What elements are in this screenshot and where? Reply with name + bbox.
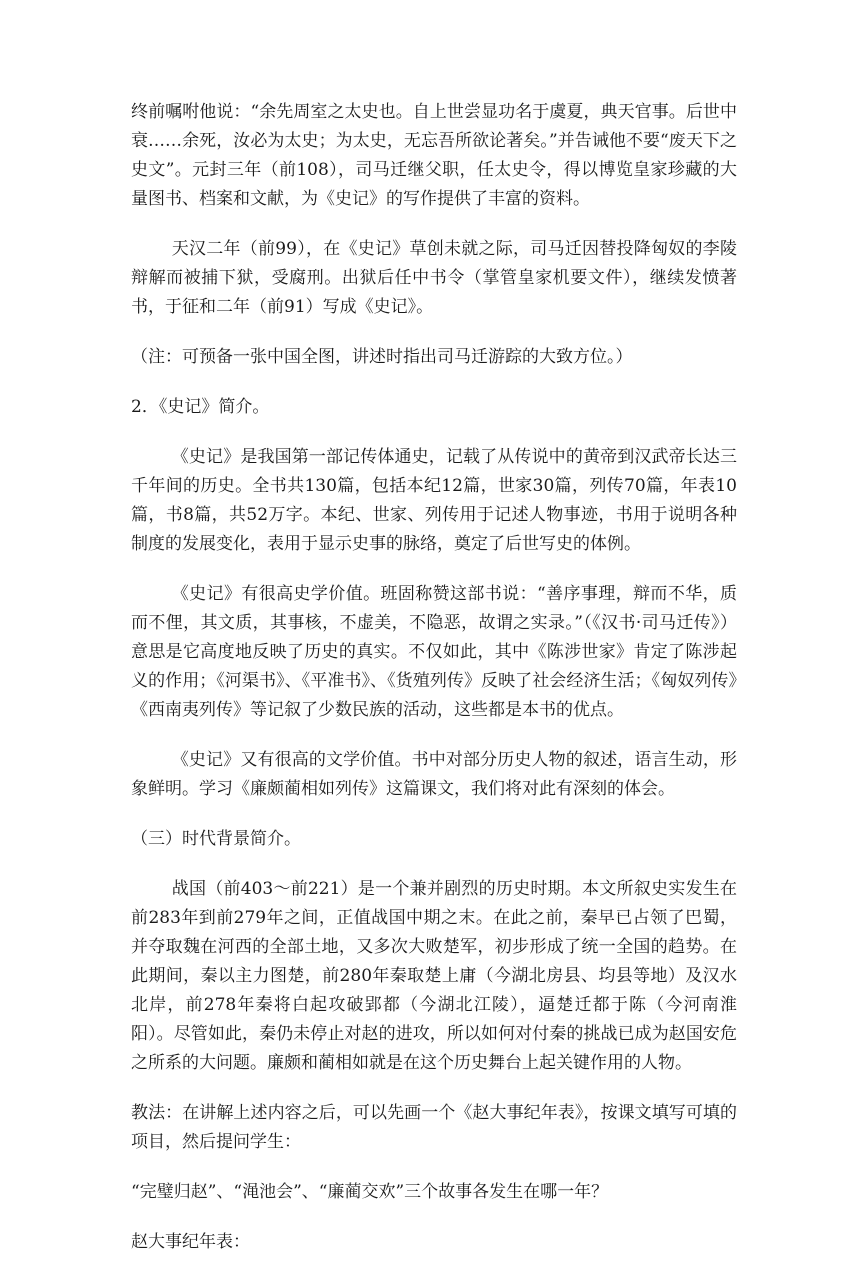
paragraph-question: “完璧归赵”、“渑池会”、“廉蔺交欢”三个故事各发生在哪一年？ bbox=[131, 1182, 609, 1202]
document-page bbox=[131, 98, 737, 1278]
paragraph-imprisonment: 天汉二年（前99），在《史记》草创未就之际，司马迁因替投降匈奴的李陵辩解而被捕下狱，受腐刑。出狱后任中书令（掌管皇家机要文件），继续发愤著书，于征和二年（前91）写成《史记》。 bbox=[131, 239, 737, 317]
paragraph-teaching-method: 教法：在讲解上述内容之后，可以先画一个《赵大事纪年表》，按课文填写可填的项目，然后提问学生： bbox=[131, 1103, 737, 1152]
paragraph-shiji-literary-value: 《史记》又有很高的文学价值。书中对部分历史人物的叙述，语言生动，形象鲜明。学习《廉颇蔺相如列传》这篇课文，我们将对此有深刻的体会。 bbox=[131, 750, 737, 799]
note-map: （注：可预备一张中国全图，讲述时指出司马迁游踪的大致方位。） bbox=[131, 347, 633, 367]
paragraph-table-title: 赵大事纪年表： bbox=[131, 1232, 250, 1252]
section-heading-shiji-intro: 2．《史记》简介。 bbox=[131, 397, 270, 417]
paragraph-warring-states: 战国（前403～前221）是一个兼并剧烈的历史时期。本文所叙史实发生在前283年到前279年之间，正值战国中期之末。在此之前，秦早已占领了巴蜀，并夺取魏在河西的全部土地，又多次大败楚军，初步形成了统一全国的趋势。在此期间，秦以主力图楚，前280年秦取楚上庸（今湖北房县、均县等地）及汉水北岸，前278年秦将白起攻破郢都（今湖北江陵），逼楚迁都于陈（今河南淮阳）。尽管如此，秦仍未停止对赵的进攻，所以如何对付秦的挑战已成为赵国安危之所系的大问题。廉颇和蔺相如就是在这个历史舞台上起关键作用的人物。 bbox=[131, 879, 737, 1073]
section-heading-background: （三）时代背景简介。 bbox=[131, 829, 301, 849]
paragraph-shiji-historical-value: 《史记》有很高史学价值。班固称赞这部书说：“善序事理，辩而不华，质而不俚，其文质，其事核，不虚美，不隐恶，故谓之实录。”（《汉书·司马迁传》）意思是它高度地反映了历史的真实。不仅如此，其中《陈涉世家》肯定了陈涉起义的作用；《河渠书》、《平准书》、《货殖列传》反映了社会经济生活；《匈奴列传》《西南夷列传》等记叙了少数民族的活动，这些都是本书的优点。 bbox=[131, 584, 737, 720]
paragraph-shiji-structure: 《史记》是我国第一部记传体通史，记载了从传说中的黄帝到汉武帝长达三千年间的历史。全书共130篇，包括本纪12篇，世家30篇，列传70篇，年表10篇，书8篇，共52万字。本纪、世家、列传用于记述人物事迹，书用于说明各种制度的发展变化，表用于显示史事的脉络，奠定了后世写史的体例。 bbox=[131, 447, 737, 554]
paragraph-sima-qian-appointment: 终前嘱咐他说：“余先周室之太史也。自上世尝显功名于虞夏，典天官事。后世中衰……余死，汝必为太史；为太史，无忘吾所欲论著矣。”并告诫他不要“废天下之史文”。元封三年（前108），司马迁继父职，任太史令，得以博览皇家珍藏的大量图书、档案和文献，为《史记》的写作提供了丰富的资料。 bbox=[131, 102, 737, 209]
